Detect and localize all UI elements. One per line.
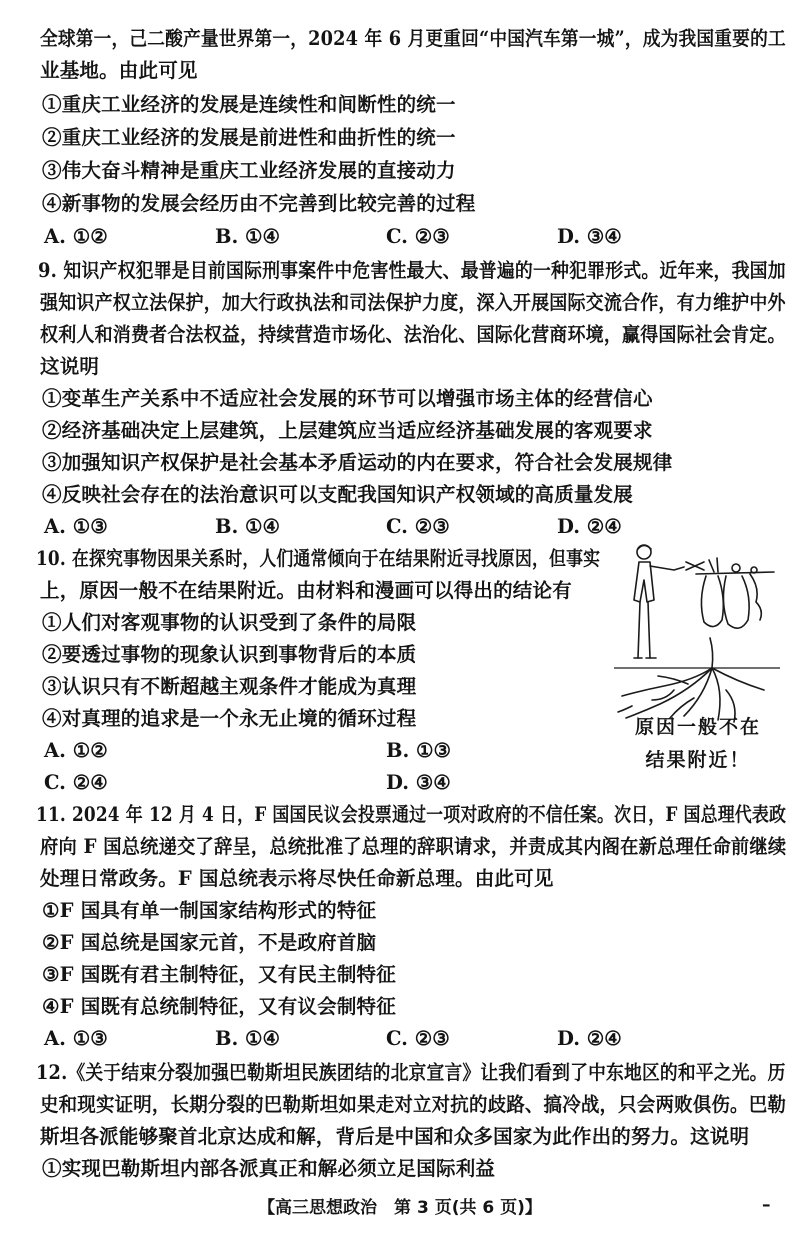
q8-stem-line-1: 全球第一，己二酸产量世界第一，2024 年 6 月更重回“中国汽车第一城”，成为我国重要的工 — [40, 27, 786, 50]
q12-option-1: ①实现巴勒斯坦内部各派真正和解必须立足国际利益 — [42, 1157, 496, 1180]
q9-option-4: ④反映社会存在的法治意识可以支配我国知识产权领域的高质量发展 — [42, 483, 634, 506]
q10-choice-a: A. ①② — [44, 739, 108, 762]
man-body — [634, 562, 654, 602]
q10-option-3: ③认识只有不断超越主观条件才能成为真理 — [42, 675, 417, 698]
q11-stem-line-2: 府向 F 国总统递交了辞呈，总统批准了总理的辞职请求，并责成其内阁在新总理任命前继续 — [40, 835, 787, 858]
q12-stem-line-1: 12.《关于结束分裂加强巴勒斯坦民族团结的北京宣言》让我们看到了中东地区的和平之光。历 — [36, 1061, 786, 1084]
q9-choice-d: D. ②④ — [557, 515, 622, 538]
q8-choice-b: B. ①④ — [215, 225, 281, 248]
q10-choice-d: D. ③④ — [386, 771, 451, 794]
q11-option-4: ④F 国既有总统制特征，又有议会制特征 — [42, 995, 396, 1018]
q10-option-1: ①人们对客观事物的认识受到了条件的局限 — [42, 611, 417, 634]
q8-stem-line-2: 业基地。由此可见 — [40, 59, 198, 82]
q9-stem-line-4: 这说明 — [40, 355, 100, 378]
q8-choice-d: D. ③④ — [557, 225, 622, 248]
man-pointing-arm — [650, 566, 684, 570]
q11-option-3: ③F 国既有君主制特征，又有民主制特征 — [42, 963, 396, 986]
cartoon-caption-line-1: 原因一般不在 — [634, 716, 761, 738]
q9-stem-line-2: 强知识产权立法保护，加大行政执法和司法保护力度，深入开展国际交流合作，有力维护中外 — [40, 291, 786, 314]
q12-stem-line-2: 史和现实证明，长期分裂的巴勒斯坦如果走对立对抗的歧路、搞冷战，只会两败俱伤。巴勒 — [40, 1093, 787, 1116]
cartoon-caption-line-2: 结果附近！ — [645, 749, 751, 771]
q9-option-3: ③加强知识产权保护是社会基本矛盾运动的内在要求，符合社会发展规律 — [42, 451, 673, 474]
q11-choice-a: A. ①③ — [44, 1027, 108, 1050]
q11-choice-b: B. ①④ — [215, 1027, 281, 1050]
footer-mark: – — [762, 1195, 771, 1215]
q9-option-2: ②经济基础决定上层建筑，上层建筑应当适应经济基础发展的客观要求 — [42, 419, 653, 442]
q8-choice-c: C. ②③ — [386, 225, 450, 248]
q9-stem-line-1: 9. 知识产权犯罪是目前国际刑事案件中危害性最大、最普遍的一种犯罪形式。近年来，我国加 — [38, 259, 786, 282]
q9-stem-line-3: 权利人和消费者合法权益，持续营造市场化、法治化、国际化营商环境，赢得国际社会肯定。 — [40, 323, 786, 346]
q10-stem-line-2: 上，原因一般不在结果附近。由材料和漫画可以得出的结论有 — [40, 579, 572, 602]
sack-right — [723, 576, 749, 628]
q8-choice-a: A. ①② — [44, 225, 108, 248]
q8-option-3: ③伟大奋斗精神是重庆工业经济发展的直接动力 — [42, 159, 456, 182]
page-footer: 【高三思想政治 第 3 页(共 6 页)】 — [258, 1198, 542, 1218]
q9-option-1: ①变革生产关系中不适应社会发展的环节可以增强市场主体的经营信心 — [42, 387, 653, 410]
q8-option-1: ①重庆工业经济的发展是连续性和间断性的统一 — [42, 93, 456, 116]
q11-stem-line-3: 处理日常政务。F 国总统表示将尽快任命新总理。由此可见 — [40, 867, 554, 890]
q10-stem-line-1: 10. 在探究事物因果关系时，人们通常倾向于在结果附近寻找原因，但事实 — [36, 547, 601, 570]
q12-stem-line-3: 斯坦各派能够聚首北京达成和解，背后是中国和众多国家为此作出的努力。这说明 — [40, 1125, 750, 1148]
q10-choice-b: B. ①③ — [386, 739, 452, 762]
q11-option-2: ②F 国总统是国家元首，不是政府首脑 — [42, 931, 377, 954]
q9-choice-c: C. ②③ — [386, 515, 450, 538]
q11-choice-d: D. ②④ — [557, 1027, 622, 1050]
q9-choice-b: B. ①④ — [215, 515, 281, 538]
q10-option-2: ②要透过事物的现象认识到事物背后的本质 — [42, 643, 417, 666]
q8-option-2: ②重庆工业经济的发展是前进性和曲折性的统一 — [42, 126, 456, 149]
q10-choice-c: C. ②④ — [44, 771, 108, 794]
q9-choice-a: A. ①③ — [44, 515, 108, 538]
cartoon-illustration — [614, 540, 780, 725]
sack-left — [701, 576, 723, 627]
q10-option-4: ④对真理的追求是一个永无止境的循环过程 — [42, 707, 417, 730]
q11-stem-line-1: 11. 2024 年 12 月 4 日，F 国国民议会投票通过一项对政府的不信任案。次日，F 国总理代表政 — [36, 803, 787, 826]
q8-option-4: ④新事物的发展会经历由不完善到比较完善的过程 — [42, 192, 476, 215]
q11-choice-c: C. ②③ — [386, 1027, 450, 1050]
q11-option-1: ①F 国具有单一制国家结构形式的特征 — [42, 899, 377, 922]
